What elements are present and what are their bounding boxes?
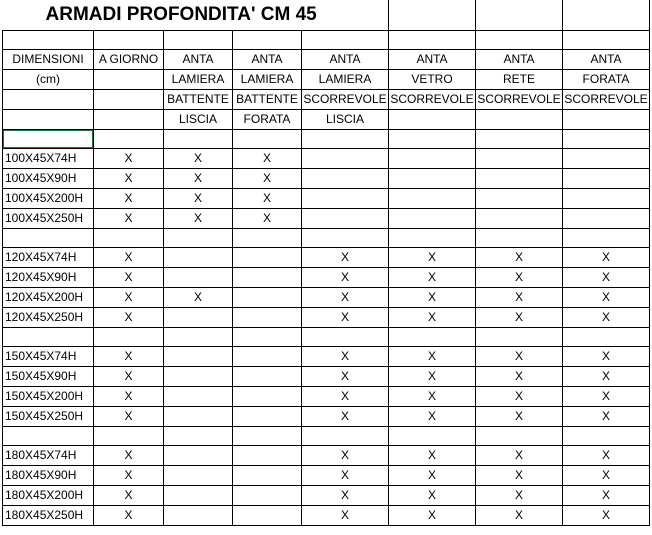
availability-cell[interactable]: X bbox=[563, 308, 650, 328]
header-cell[interactable] bbox=[94, 110, 164, 130]
cell[interactable] bbox=[94, 328, 164, 347]
header-cell[interactable] bbox=[3, 90, 94, 110]
availability-cell[interactable] bbox=[233, 347, 302, 367]
sheet-title[interactable]: ARMADI PROFONDITA' CM 45 bbox=[3, 0, 389, 31]
table-row bbox=[3, 446, 650, 466]
header-cell[interactable] bbox=[94, 70, 164, 90]
header-cell[interactable] bbox=[3, 110, 94, 130]
spacer-row bbox=[3, 31, 650, 50]
availability-cell[interactable]: X bbox=[476, 506, 563, 526]
availability-cell[interactable] bbox=[164, 367, 233, 387]
availability-cell[interactable] bbox=[233, 387, 302, 407]
availability-cell[interactable]: X bbox=[563, 268, 650, 288]
cell[interactable] bbox=[233, 130, 302, 149]
availability-cell[interactable]: X bbox=[476, 248, 563, 268]
cell[interactable] bbox=[563, 31, 650, 50]
availability-cell[interactable] bbox=[476, 189, 563, 209]
availability-cell[interactable]: X bbox=[476, 288, 563, 308]
dimension-cell[interactable]: 180X45X74H bbox=[3, 446, 94, 466]
header-cell[interactable]: FORATA bbox=[563, 70, 650, 90]
cell[interactable] bbox=[164, 229, 233, 248]
table-row bbox=[3, 169, 650, 189]
title-row bbox=[3, 0, 650, 31]
availability-cell[interactable]: X bbox=[302, 446, 389, 466]
dimension-cell[interactable]: 100X45X90H bbox=[3, 169, 94, 189]
table-row bbox=[3, 149, 650, 169]
header-cell[interactable] bbox=[563, 110, 650, 130]
availability-cell[interactable]: X bbox=[94, 486, 164, 506]
availability-cell[interactable] bbox=[164, 466, 233, 486]
cell[interactable] bbox=[3, 229, 94, 248]
cell[interactable] bbox=[476, 31, 563, 50]
availability-cell[interactable]: X bbox=[389, 248, 476, 268]
cell[interactable] bbox=[3, 427, 94, 446]
cell[interactable] bbox=[389, 31, 476, 50]
availability-cell[interactable]: X bbox=[476, 387, 563, 407]
wardrobe-options-table bbox=[2, 0, 650, 526]
availability-cell[interactable]: X bbox=[94, 308, 164, 328]
availability-cell[interactable]: X bbox=[563, 347, 650, 367]
availability-cell[interactable]: X bbox=[476, 446, 563, 466]
availability-cell[interactable] bbox=[164, 347, 233, 367]
availability-cell[interactable]: X bbox=[94, 367, 164, 387]
table-row bbox=[3, 248, 650, 268]
availability-cell[interactable]: X bbox=[94, 288, 164, 308]
table-row bbox=[3, 466, 650, 486]
availability-cell[interactable]: X bbox=[389, 466, 476, 486]
header-cell[interactable]: LISCIA bbox=[302, 110, 389, 130]
header-cell[interactable]: ANTA bbox=[233, 50, 302, 70]
cell[interactable] bbox=[164, 328, 233, 347]
availability-cell[interactable]: X bbox=[94, 149, 164, 169]
availability-cell[interactable]: X bbox=[389, 446, 476, 466]
availability-cell[interactable]: X bbox=[302, 347, 389, 367]
availability-cell[interactable] bbox=[233, 268, 302, 288]
dimension-cell[interactable]: 180X45X90H bbox=[3, 466, 94, 486]
availability-cell[interactable]: X bbox=[563, 288, 650, 308]
header-cell[interactable]: VETRO bbox=[389, 70, 476, 90]
header-cell[interactable] bbox=[94, 90, 164, 110]
availability-cell[interactable]: X bbox=[389, 268, 476, 288]
cell[interactable] bbox=[233, 328, 302, 347]
cell[interactable] bbox=[302, 229, 389, 248]
availability-cell[interactable]: X bbox=[389, 486, 476, 506]
header-cell[interactable]: SCORREVOLE bbox=[302, 90, 389, 110]
table-row bbox=[3, 407, 650, 427]
header-cell[interactable]: LAMIERA bbox=[233, 70, 302, 90]
dimension-cell[interactable]: 150X45X200H bbox=[3, 387, 94, 407]
dimension-cell[interactable]: 150X45X250H bbox=[3, 407, 94, 427]
dimension-cell[interactable]: 180X45X250H bbox=[3, 506, 94, 526]
header-cell[interactable]: A GIORNO bbox=[94, 50, 164, 70]
availability-cell[interactable]: X bbox=[94, 347, 164, 367]
availability-cell[interactable] bbox=[302, 169, 389, 189]
header-cell[interactable]: (cm) bbox=[3, 70, 94, 90]
availability-cell[interactable] bbox=[302, 149, 389, 169]
availability-cell[interactable]: X bbox=[563, 248, 650, 268]
availability-cell[interactable]: X bbox=[389, 308, 476, 328]
availability-cell[interactable]: X bbox=[302, 288, 389, 308]
availability-cell[interactable] bbox=[233, 248, 302, 268]
availability-cell[interactable]: X bbox=[94, 248, 164, 268]
availability-cell[interactable] bbox=[233, 446, 302, 466]
availability-cell[interactable]: X bbox=[302, 466, 389, 486]
dimension-cell[interactable]: 120X45X90H bbox=[3, 268, 94, 288]
availability-cell[interactable]: X bbox=[563, 367, 650, 387]
availability-cell[interactable] bbox=[302, 189, 389, 209]
cell[interactable] bbox=[476, 427, 563, 446]
availability-cell[interactable]: X bbox=[94, 407, 164, 427]
cell[interactable] bbox=[389, 328, 476, 347]
header-cell[interactable]: LAMIERA bbox=[164, 70, 233, 90]
cell[interactable] bbox=[94, 229, 164, 248]
availability-cell[interactable] bbox=[233, 466, 302, 486]
availability-cell[interactable] bbox=[476, 209, 563, 229]
cell[interactable] bbox=[94, 31, 164, 50]
header-cell[interactable]: LISCIA bbox=[164, 110, 233, 130]
availability-cell[interactable]: X bbox=[233, 149, 302, 169]
dimension-cell[interactable]: 180X45X200H bbox=[3, 486, 94, 506]
availability-cell[interactable]: X bbox=[233, 169, 302, 189]
dimension-cell[interactable]: 100X45X74H bbox=[3, 149, 94, 169]
availability-cell[interactable] bbox=[233, 288, 302, 308]
availability-cell[interactable] bbox=[389, 189, 476, 209]
cell[interactable] bbox=[563, 328, 650, 347]
availability-cell[interactable]: X bbox=[302, 248, 389, 268]
cell[interactable] bbox=[233, 229, 302, 248]
availability-cell[interactable] bbox=[563, 169, 650, 189]
cell[interactable] bbox=[94, 130, 164, 149]
cell[interactable] bbox=[476, 229, 563, 248]
availability-cell[interactable]: X bbox=[563, 446, 650, 466]
availability-cell[interactable]: X bbox=[94, 268, 164, 288]
cell[interactable] bbox=[3, 328, 94, 347]
dimension-cell[interactable]: 100X45X200H bbox=[3, 189, 94, 209]
availability-cell[interactable]: X bbox=[302, 407, 389, 427]
availability-cell[interactable] bbox=[233, 407, 302, 427]
header-cell[interactable]: LAMIERA bbox=[302, 70, 389, 90]
cell[interactable] bbox=[164, 130, 233, 149]
cell[interactable] bbox=[563, 130, 650, 149]
table-row bbox=[3, 189, 650, 209]
availability-cell[interactable]: X bbox=[563, 387, 650, 407]
cell[interactable] bbox=[476, 328, 563, 347]
cell[interactable] bbox=[563, 229, 650, 248]
availability-cell[interactable] bbox=[164, 446, 233, 466]
availability-cell[interactable] bbox=[164, 407, 233, 427]
table-row bbox=[3, 288, 650, 308]
availability-cell[interactable]: X bbox=[94, 189, 164, 209]
availability-cell[interactable]: X bbox=[563, 407, 650, 427]
header-row bbox=[3, 50, 650, 70]
cell[interactable] bbox=[233, 31, 302, 50]
availability-cell[interactable] bbox=[164, 248, 233, 268]
header-cell[interactable]: SCORREVOLE bbox=[476, 90, 563, 110]
availability-cell[interactable]: X bbox=[476, 347, 563, 367]
cell[interactable] bbox=[302, 130, 389, 149]
availability-cell[interactable] bbox=[476, 169, 563, 189]
header-cell[interactable]: RETE bbox=[476, 70, 563, 90]
header-row bbox=[3, 70, 650, 90]
blank-row bbox=[3, 427, 650, 446]
availability-cell[interactable]: X bbox=[476, 407, 563, 427]
availability-cell[interactable]: X bbox=[476, 268, 563, 288]
availability-cell[interactable]: X bbox=[302, 268, 389, 288]
availability-cell[interactable]: X bbox=[476, 367, 563, 387]
availability-cell[interactable]: X bbox=[476, 486, 563, 506]
cell[interactable] bbox=[3, 31, 94, 50]
availability-cell[interactable]: X bbox=[94, 446, 164, 466]
availability-cell[interactable]: X bbox=[164, 209, 233, 229]
availability-cell[interactable]: X bbox=[94, 466, 164, 486]
cell[interactable] bbox=[389, 229, 476, 248]
availability-cell[interactable] bbox=[164, 486, 233, 506]
availability-cell[interactable]: X bbox=[302, 506, 389, 526]
availability-cell[interactable]: X bbox=[389, 347, 476, 367]
availability-cell[interactable] bbox=[476, 149, 563, 169]
availability-cell[interactable] bbox=[233, 367, 302, 387]
availability-cell[interactable] bbox=[164, 387, 233, 407]
table-row bbox=[3, 347, 650, 367]
cell[interactable] bbox=[389, 130, 476, 149]
availability-cell[interactable]: X bbox=[389, 387, 476, 407]
availability-cell[interactable]: X bbox=[563, 486, 650, 506]
availability-cell[interactable] bbox=[233, 506, 302, 526]
availability-cell[interactable]: X bbox=[389, 367, 476, 387]
blank-row bbox=[3, 130, 650, 149]
cell[interactable] bbox=[233, 427, 302, 446]
availability-cell[interactable] bbox=[233, 308, 302, 328]
header-cell[interactable]: ANTA bbox=[302, 50, 389, 70]
header-row bbox=[3, 90, 650, 110]
availability-cell[interactable] bbox=[389, 169, 476, 189]
availability-cell[interactable]: X bbox=[94, 209, 164, 229]
cell[interactable] bbox=[563, 427, 650, 446]
header-cell[interactable]: SCORREVOLE bbox=[389, 90, 476, 110]
blank-row bbox=[3, 328, 650, 347]
availability-cell[interactable]: X bbox=[233, 209, 302, 229]
header-cell[interactable]: SCORREVOLE bbox=[563, 90, 650, 110]
header-cell[interactable]: ANTA bbox=[164, 50, 233, 70]
dimension-cell[interactable]: 120X45X74H bbox=[3, 248, 94, 268]
availability-cell[interactable] bbox=[563, 149, 650, 169]
availability-cell[interactable]: X bbox=[94, 169, 164, 189]
availability-cell[interactable] bbox=[389, 149, 476, 169]
cell[interactable] bbox=[302, 31, 389, 50]
availability-cell[interactable]: X bbox=[563, 506, 650, 526]
cell[interactable] bbox=[389, 0, 476, 31]
availability-cell[interactable]: X bbox=[302, 367, 389, 387]
selected-cell[interactable] bbox=[3, 130, 94, 149]
availability-cell[interactable]: X bbox=[389, 288, 476, 308]
header-cell[interactable] bbox=[389, 110, 476, 130]
cell[interactable] bbox=[164, 427, 233, 446]
header-cell[interactable]: ANTA bbox=[389, 50, 476, 70]
availability-cell[interactable] bbox=[563, 209, 650, 229]
table-row bbox=[3, 387, 650, 407]
availability-cell[interactable] bbox=[164, 268, 233, 288]
cell[interactable] bbox=[389, 427, 476, 446]
availability-cell[interactable] bbox=[233, 486, 302, 506]
availability-cell[interactable]: X bbox=[164, 169, 233, 189]
table-row bbox=[3, 308, 650, 328]
header-cell[interactable] bbox=[476, 110, 563, 130]
availability-cell[interactable] bbox=[389, 209, 476, 229]
cell[interactable] bbox=[302, 427, 389, 446]
availability-cell[interactable]: X bbox=[476, 308, 563, 328]
dimension-cell[interactable]: 150X45X74H bbox=[3, 347, 94, 367]
availability-cell[interactable]: X bbox=[302, 387, 389, 407]
availability-cell[interactable]: X bbox=[302, 486, 389, 506]
availability-cell[interactable]: X bbox=[389, 506, 476, 526]
availability-cell[interactable] bbox=[164, 308, 233, 328]
availability-cell[interactable]: X bbox=[233, 189, 302, 209]
availability-cell[interactable]: X bbox=[563, 466, 650, 486]
header-cell[interactable]: BATTENTE bbox=[164, 90, 233, 110]
blank-row bbox=[3, 229, 650, 248]
table-row bbox=[3, 268, 650, 288]
availability-cell[interactable]: X bbox=[164, 149, 233, 169]
availability-cell[interactable] bbox=[563, 189, 650, 209]
availability-cell[interactable]: X bbox=[164, 288, 233, 308]
availability-cell[interactable] bbox=[164, 506, 233, 526]
availability-cell[interactable]: X bbox=[389, 407, 476, 427]
dimension-cell[interactable]: 120X45X250H bbox=[3, 308, 94, 328]
availability-cell[interactable]: X bbox=[302, 308, 389, 328]
cell[interactable] bbox=[302, 328, 389, 347]
dimension-cell[interactable]: 120X45X200H bbox=[3, 288, 94, 308]
spreadsheet bbox=[2, 0, 650, 526]
dimension-cell[interactable]: 100X45X250H bbox=[3, 209, 94, 229]
cell[interactable] bbox=[563, 0, 650, 31]
header-cell[interactable]: BATTENTE bbox=[233, 90, 302, 110]
header-row bbox=[3, 110, 650, 130]
cell[interactable] bbox=[476, 0, 563, 31]
cell[interactable] bbox=[476, 130, 563, 149]
cell[interactable] bbox=[164, 31, 233, 50]
availability-cell[interactable]: X bbox=[94, 387, 164, 407]
availability-cell[interactable]: X bbox=[94, 506, 164, 526]
header-cell[interactable]: FORATA bbox=[233, 110, 302, 130]
table-row bbox=[3, 486, 650, 506]
availability-cell[interactable]: X bbox=[164, 189, 233, 209]
table-row bbox=[3, 506, 650, 526]
cell[interactable] bbox=[94, 427, 164, 446]
dimension-cell[interactable]: 150X45X90H bbox=[3, 367, 94, 387]
availability-cell[interactable] bbox=[302, 209, 389, 229]
header-cell[interactable]: ANTA bbox=[563, 50, 650, 70]
header-cell[interactable]: DIMENSIONI bbox=[3, 50, 94, 70]
header-cell[interactable]: ANTA bbox=[476, 50, 563, 70]
availability-cell[interactable]: X bbox=[476, 466, 563, 486]
table-row bbox=[3, 367, 650, 387]
table-row bbox=[3, 209, 650, 229]
